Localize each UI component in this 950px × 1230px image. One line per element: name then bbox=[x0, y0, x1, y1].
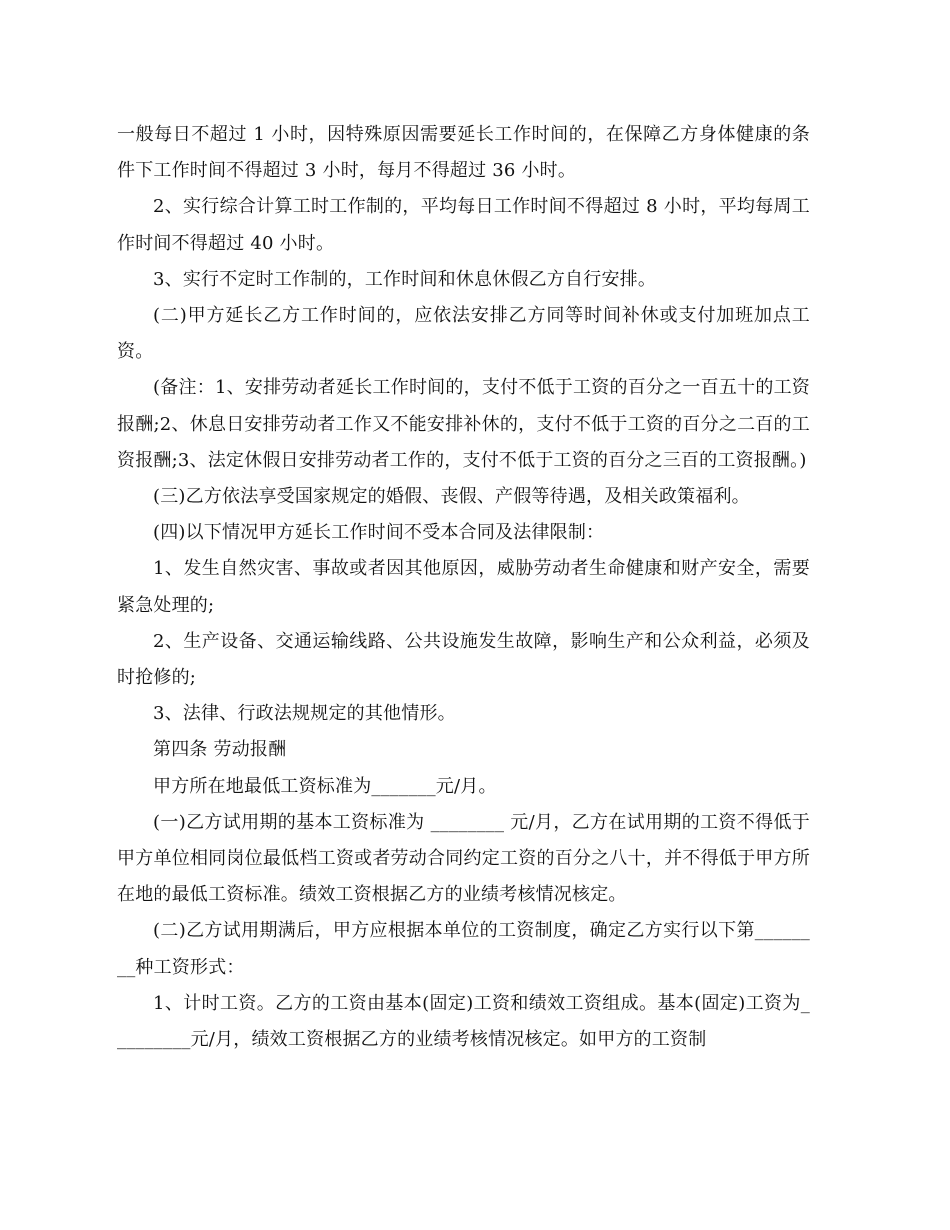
article-heading: 第四条 劳动报酬 bbox=[153, 739, 287, 761]
paragraph-case-1: 1、发生自然灾害、事故或者因其他原因，威胁劳动者生命健康和财产安全，需要紧急处理的; bbox=[117, 558, 810, 616]
paragraph-probation-wage: (一)乙方试用期的基本工资标准为 ________ 元/月，乙方在试用期的工资不得低于甲方单位相同岗位最低档工资或者劳动合同约定工资的百分之八十，并不得低于甲方所在地的最低工资标准。绩效工资根据乙方的业绩考核情况核定。 bbox=[117, 811, 810, 906]
paragraph-wage-form: (二)乙方试用期满后，甲方应根据本单位的工资制度，确定乙方实行以下第________种工资形式： bbox=[117, 920, 810, 978]
paragraph-min-wage: 甲方所在地最低工资标准为_______元/月。 bbox=[153, 775, 497, 797]
paragraph-case-3: 3、法律、行政法规规定的其他情形。 bbox=[153, 703, 456, 725]
paragraph-time-wage: 1、计时工资。乙方的工资由基本(固定)工资和绩效工资组成。基本(固定)工资为_________元/月，绩效工资根据乙方的业绩考核情况核定。如甲方的工资制 bbox=[117, 992, 810, 1051]
paragraph-section-3: (三)乙方依法享受国家规定的婚假、丧假、产假等待遇，及相关政策福利。 bbox=[153, 486, 750, 508]
paragraph-continuation: 一般每日不超过 1 小时，因特殊原因需要延长工作时间的，在保障乙方身体健康的条件下工作时间不得超过 3 小时，每月不得超过 36 小时。 bbox=[117, 124, 810, 182]
paragraph-note: (备注：1、安排劳动者延长工作时间的，支付不低于工资的百分之一百五十的工资报酬;2、休息日安排劳动者工作又不能安排补休的，支付不低于工资的百分之二百的工资报酬;3、法定休假日安排劳动者工作的，支付不低于工资的百分之三百的工资报酬。) bbox=[117, 377, 810, 471]
paragraph-case-2: 2、生产设备、交通运输线路、公共设施发生故障，影响生产和公众利益，必须及时抢修的; bbox=[117, 630, 810, 689]
paragraph-section-4: (四)以下情况甲方延长工作时间不受本合同及法律限制： bbox=[153, 522, 605, 544]
paragraph-item-3: 3、实行不定时工作制的，工作时间和休息休假乙方自行安排。 bbox=[153, 268, 657, 290]
paragraph-item-2: 2、实行综合计算工时工作制的，平均每日工作时间不得超过 8 小时，平均每周工作时间不得超过 40 小时。 bbox=[117, 196, 810, 254]
paragraph-section-2: (二)甲方延长乙方工作时间的，应依法安排乙方同等时间补休或支付加班加点工资。 bbox=[117, 305, 810, 363]
